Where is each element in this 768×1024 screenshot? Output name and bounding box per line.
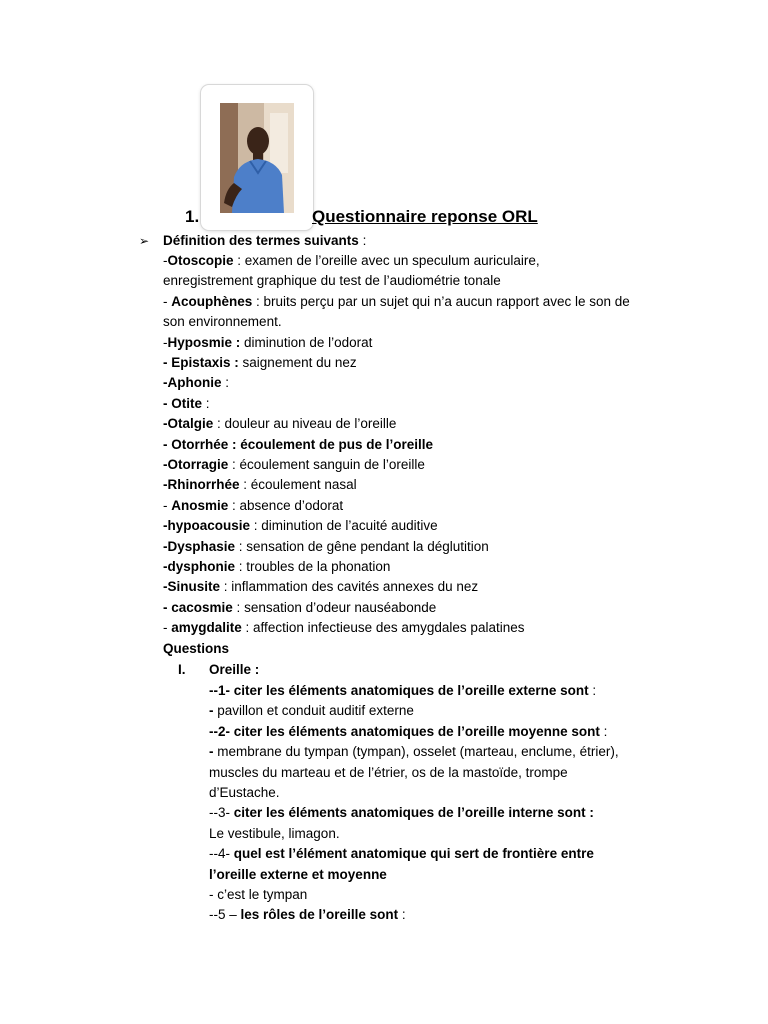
definition-line	[163, 293, 630, 311]
definition-term: -Dysphasie	[163, 538, 236, 554]
definition-text: douleur au niveau de l’oreille	[224, 416, 397, 432]
definition-text: diminution de l’acuité auditive	[261, 518, 438, 534]
definition-separator: :	[221, 375, 230, 391]
definition-line	[163, 354, 357, 372]
question-line	[209, 784, 280, 802]
definition-line	[163, 456, 425, 474]
definition-separator: :	[202, 395, 210, 411]
definitions-heading	[163, 232, 366, 250]
question-line	[209, 682, 596, 700]
question-bold: les rôles de l’oreille sont	[240, 907, 399, 923]
definition-line	[163, 476, 357, 494]
question-text: pavillon et conduit auditif externe	[217, 703, 414, 719]
title-number: 1.	[185, 207, 200, 226]
definition-line	[163, 436, 433, 454]
definition-text: bruits perçu par un sujet qui n’a aucun rapport avec le son de	[263, 293, 630, 309]
definition-separator: :	[235, 559, 247, 574]
question-prefix: --5 –	[209, 907, 241, 923]
question-bold: -	[209, 744, 218, 760]
definition-line	[163, 252, 540, 270]
question-line	[209, 906, 406, 924]
question-text: :	[588, 683, 597, 698]
section-numeral	[178, 661, 186, 679]
definition-prefix: -	[163, 620, 172, 636]
question-text: membrane du tympan (tympan), osselet (marteau, enclume, étrier),	[217, 744, 619, 760]
question-bold: citer les éléments anatomiques de l’oreille interne sont :	[233, 805, 594, 821]
definition-separator: :	[250, 518, 262, 534]
question-line	[209, 804, 594, 822]
definition-term: Anosmie	[171, 497, 229, 513]
questions-heading	[163, 640, 229, 658]
definition-text: son environnement.	[163, 314, 282, 330]
definition-line	[163, 578, 478, 596]
definition-term: amygdalite	[171, 620, 242, 636]
definitions-heading-label: Définition des termes suivants	[163, 233, 359, 248]
question-line	[209, 866, 387, 884]
profile-photo-card[interactable]	[201, 85, 313, 230]
definition-line	[163, 599, 436, 617]
definition-term: Otoscopie	[167, 253, 234, 268]
definition-text: enregistrement graphique du test de l’audiométrie tonale	[163, 273, 501, 289]
question-text: :	[599, 723, 608, 739]
definition-text: inflammation des cavités annexes du nez	[231, 579, 479, 595]
definition-prefix: -	[163, 253, 168, 268]
question-bold: quel est l’élément anatomique qui sert de frontière entre	[233, 846, 594, 862]
question-bold: --1- citer les éléments anatomiques de l’oreille externe sont	[209, 683, 589, 698]
question-prefix: --3-	[209, 805, 234, 821]
definition-text: sensation d’odeur nauséabonde	[244, 599, 437, 615]
definition-text: affection infectieuse des amygdales palatines	[253, 620, 525, 636]
definition-term: -Otalgie	[163, 416, 214, 432]
definition-term: -Rhinorrhée	[163, 477, 240, 493]
definition-separator: :	[235, 538, 247, 554]
definition-term: -Aphonie	[163, 375, 222, 391]
definition-term: -dysphonie	[163, 559, 236, 574]
definition-line	[163, 374, 229, 392]
definition-term: -hypoacousie	[163, 518, 251, 534]
question-prefix: --4-	[209, 846, 234, 862]
definition-term: Hyposmie :	[167, 334, 241, 350]
question-line	[209, 886, 307, 904]
definition-term: - Otorrhée : écoulement de pus de l’oreille	[163, 436, 434, 452]
definition-term: -Sinusite	[163, 579, 221, 595]
question-text: muscles du marteau et de l’étrier, os de la mastoïde, trompe	[209, 764, 568, 780]
definition-separator: :	[228, 457, 240, 472]
definition-separator: :	[228, 497, 240, 513]
definition-line	[163, 415, 396, 433]
definition-line	[163, 313, 282, 331]
definition-line	[163, 395, 210, 413]
definition-text: écoulement nasal	[250, 477, 357, 493]
definition-term: - Epistaxis :	[163, 355, 239, 370]
definition-separator: :	[239, 477, 251, 493]
definition-text: sensation de gêne pendant la déglutition	[246, 538, 489, 554]
questions-heading-label: Questions	[163, 641, 230, 656]
section-numeral-label: I.	[178, 662, 186, 677]
document-title	[185, 207, 538, 227]
definition-line	[163, 558, 390, 576]
question-text: Le vestibule, limagon.	[209, 825, 340, 841]
definition-line	[163, 619, 524, 637]
definition-line	[163, 538, 489, 556]
definition-prefix: -	[163, 497, 172, 513]
definition-line	[163, 272, 501, 290]
definition-text: écoulement sanguin de l’oreille	[239, 457, 425, 472]
definition-separator: :	[252, 293, 264, 309]
definition-prefix: -	[163, 334, 168, 350]
question-line	[209, 825, 340, 843]
definition-separator: :	[232, 599, 245, 615]
question-line	[209, 743, 619, 761]
definition-term: - cacosmie	[163, 599, 233, 615]
question-line	[209, 764, 568, 782]
definition-line	[163, 334, 372, 352]
question-bold: l’oreille externe et moyenne	[209, 866, 387, 882]
definition-term: -Otorragie	[163, 457, 229, 472]
question-text: - c’est le tympan	[209, 887, 308, 902]
arrow-bullet-icon: ➢	[139, 234, 150, 248]
definition-term: Acouphènes	[171, 293, 253, 309]
section-title	[209, 661, 259, 679]
question-bold: --2- citer les éléments anatomiques de l’oreille moyenne sont	[209, 723, 600, 739]
definition-separator: :	[213, 416, 225, 432]
section-title-label: Oreille :	[209, 662, 260, 677]
profile-photo	[220, 103, 294, 213]
definition-line	[163, 517, 438, 535]
definition-text: diminution de l’odorat	[244, 334, 373, 350]
definition-text: absence d’odorat	[239, 497, 344, 513]
definition-separator: :	[233, 253, 245, 268]
definition-separator: :	[241, 620, 254, 636]
definitions-heading-colon: :	[358, 233, 367, 248]
question-bold: -	[209, 703, 218, 719]
definition-text: examen de l’oreille avec un speculum auriculaire,	[244, 253, 540, 268]
title-text: Questionnaire reponse ORL	[312, 207, 538, 226]
definition-separator: :	[220, 579, 232, 595]
definition-text: saignement du nez	[242, 355, 357, 370]
definition-term: - Otite	[163, 395, 202, 411]
question-line	[209, 723, 607, 741]
definition-text: troubles de la phonation	[246, 559, 391, 574]
question-line	[209, 702, 414, 720]
question-line	[209, 845, 594, 863]
question-text: :	[398, 907, 406, 923]
definition-prefix: -	[163, 293, 172, 309]
question-text: d’Eustache.	[209, 785, 280, 800]
definition-line	[163, 497, 343, 515]
